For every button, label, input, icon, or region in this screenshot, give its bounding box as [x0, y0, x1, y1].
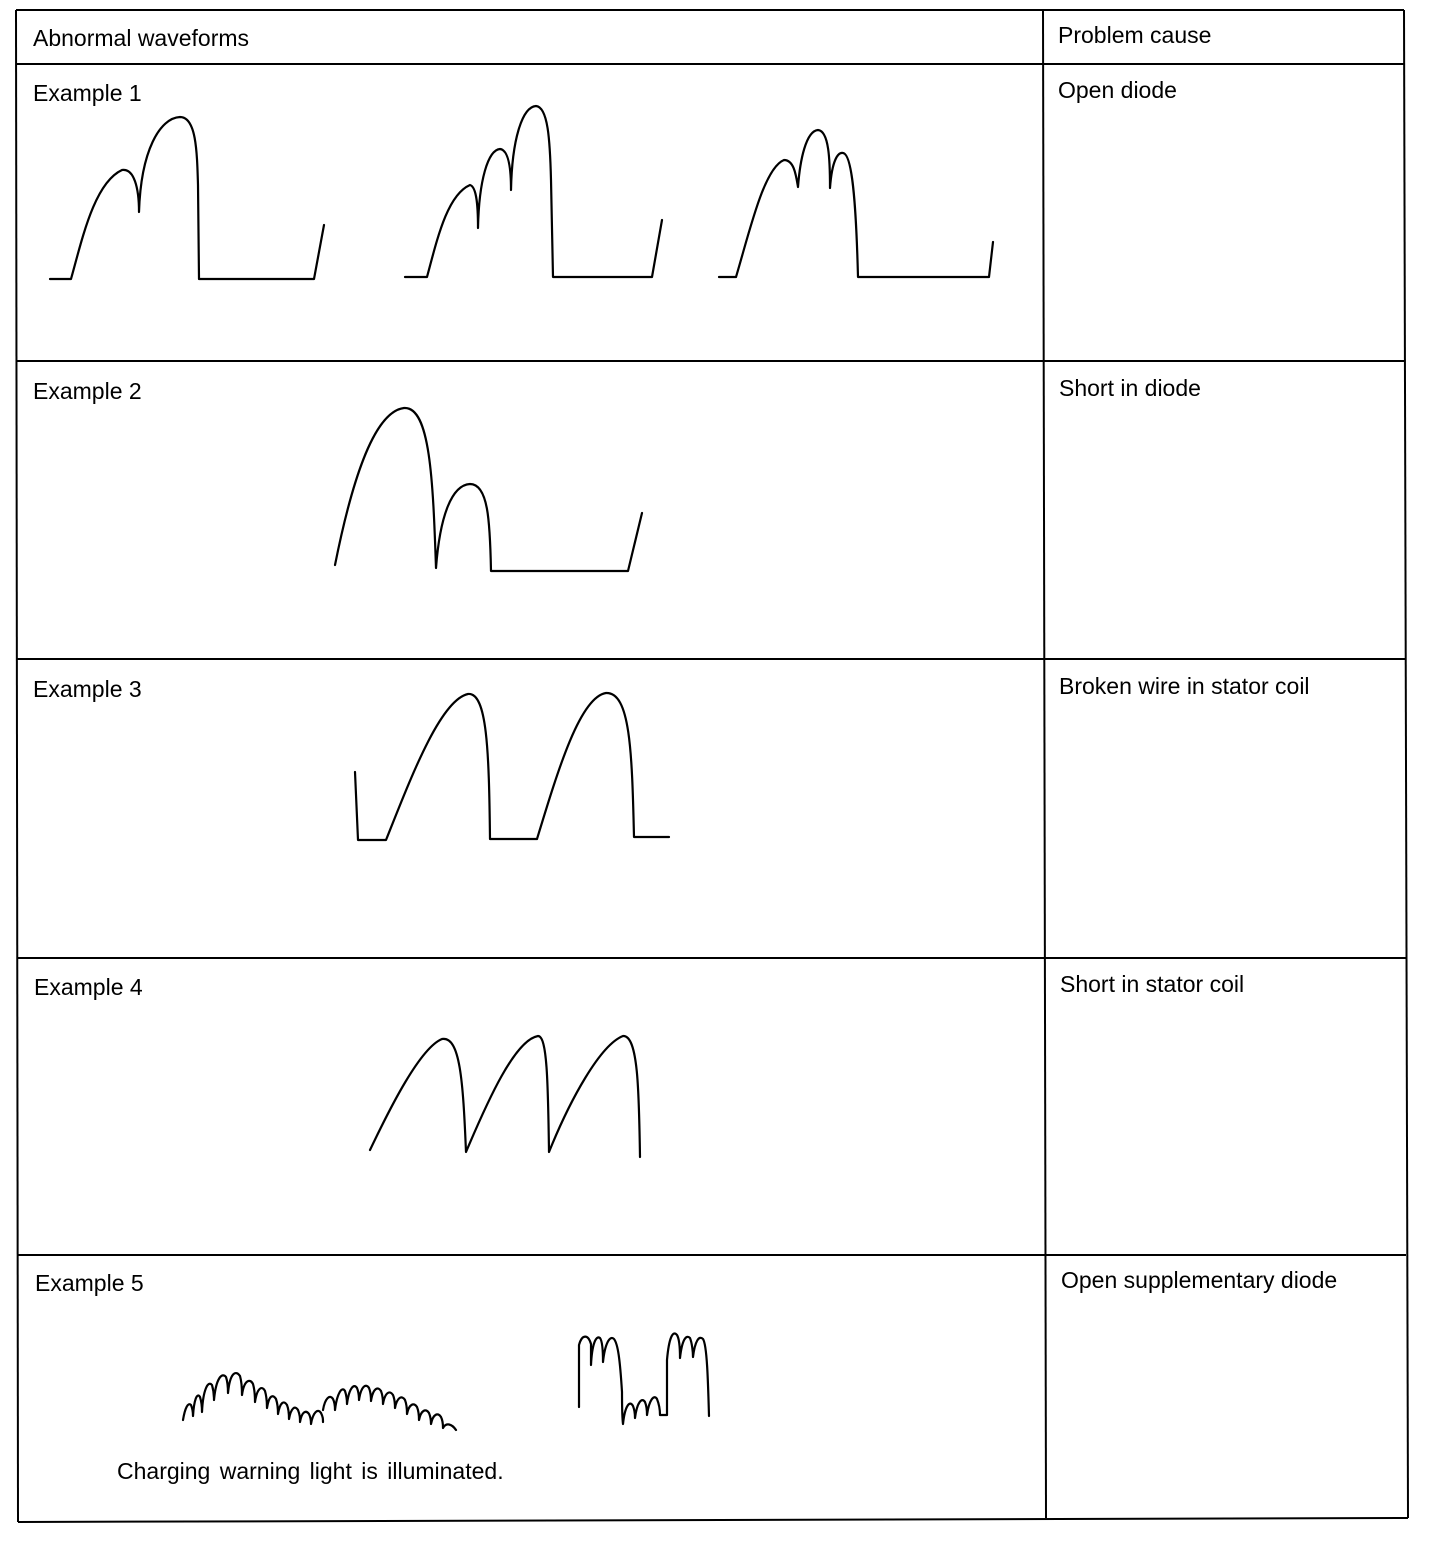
example-1-waveforms: [50, 106, 993, 279]
example-5-label: Example 5: [35, 1270, 144, 1296]
header-abnormal-waveforms: Abnormal waveforms: [33, 25, 250, 51]
example-5-ripple-waveform-b: [323, 1386, 456, 1430]
example-2-label: Example 2: [33, 378, 142, 404]
header-problem-cause: Problem cause: [1058, 22, 1212, 48]
example-4-label: Example 4: [34, 974, 143, 1000]
table-grid: [16, 10, 1408, 1522]
example-1-waveform-a: [50, 117, 324, 279]
example-2-waveforms: [335, 408, 642, 571]
example-2-cause: Short in diode: [1059, 375, 1201, 401]
example-4-waveforms: [370, 1036, 640, 1157]
example-1-waveform-b: [405, 106, 662, 277]
table-right-border: [1404, 10, 1408, 1518]
example-3-label: Example 3: [33, 676, 142, 702]
example-5-note: Charging warning light is illuminated.: [117, 1458, 504, 1484]
example-5-ripple-waveform-c: [579, 1333, 709, 1424]
column-divider: [1043, 10, 1046, 1518]
example-3-waveforms: [355, 693, 669, 840]
example-1-label: Example 1: [33, 80, 142, 106]
example-4-cause: Short in stator coil: [1060, 971, 1245, 997]
example-5-cause: Open supplementary diode: [1061, 1267, 1338, 1293]
example-3-waveform: [355, 693, 669, 840]
example-5-ripple-waveform-a: [183, 1373, 323, 1424]
example-1-cause: Open diode: [1058, 77, 1177, 103]
table-left-border: [16, 10, 18, 1522]
example-1-waveform-c: [719, 130, 993, 277]
example-3-cause: Broken wire in stator coil: [1059, 673, 1310, 699]
example-2-waveform: [335, 408, 642, 571]
example-4-waveform: [370, 1036, 640, 1157]
example-5-waveforms: [183, 1333, 709, 1430]
table-bottom-border: [18, 1518, 1408, 1522]
